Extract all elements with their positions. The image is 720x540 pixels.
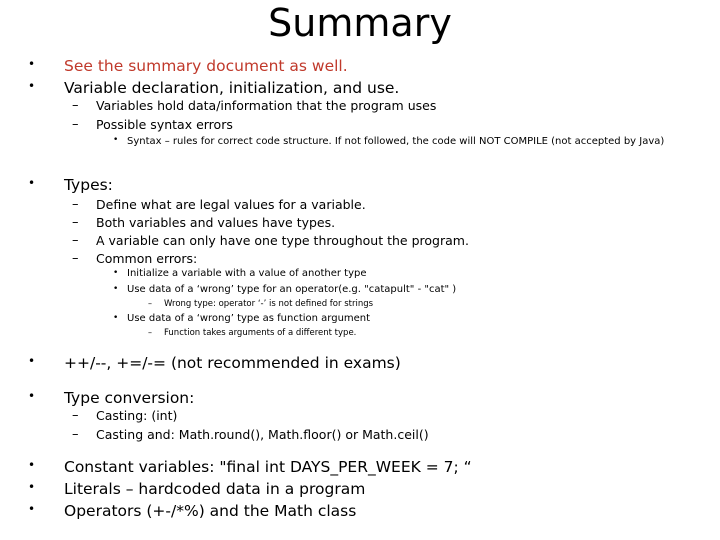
bullet: • bbox=[28, 480, 36, 494]
sub-item-text: Casting: (int) bbox=[96, 408, 178, 423]
sub-item-text: Common errors: bbox=[96, 251, 198, 266]
error-item: Use data of a ‘wrong’ type as function argument bbox=[127, 313, 371, 324]
dash: – bbox=[72, 197, 79, 212]
error-item: Initialize a variable with a value of another type bbox=[127, 268, 367, 279]
type-conversion-heading: Type conversion: bbox=[64, 389, 195, 407]
sub-item-text: Casting and: Math.round(), Math.floor() or Math.ceil() bbox=[96, 427, 429, 442]
constant-variables-item: Constant variables: "final int DAYS_PER_WEEK = 7; “ bbox=[64, 458, 472, 476]
bullet: • bbox=[28, 458, 36, 472]
bullet: • bbox=[28, 57, 36, 71]
bullet: • bbox=[28, 502, 36, 516]
syntax-definition: Syntax – rules for correct code structure. If not followed, the code will NOT COMPILE (not accepted by Java) bbox=[127, 136, 665, 147]
bullet: • bbox=[113, 313, 119, 323]
slide-title: Summary bbox=[268, 1, 452, 45]
dash: – bbox=[72, 215, 79, 230]
sub-item-text: A variable can only have one type throughout the program. bbox=[96, 233, 469, 248]
dash: – bbox=[72, 408, 79, 423]
summary-document-note: See the summary document as well. bbox=[64, 57, 348, 75]
bullet: • bbox=[28, 79, 36, 93]
sub-item-text: Possible syntax errors bbox=[96, 117, 233, 132]
bullet: • bbox=[28, 176, 36, 190]
bullet: • bbox=[113, 268, 119, 278]
error-note: Function takes arguments of a different type. bbox=[164, 328, 357, 338]
dash: – bbox=[72, 98, 79, 113]
sub-item-text: Both variables and values have types. bbox=[96, 215, 336, 230]
bullet: • bbox=[113, 135, 119, 145]
sub-item-text: Variables hold data/information that the program uses bbox=[96, 98, 437, 113]
dash: – bbox=[72, 117, 79, 132]
bullet: • bbox=[28, 354, 36, 368]
bullet: • bbox=[28, 389, 36, 403]
operators-math-item: Operators (+-/*%) and the Math class bbox=[64, 502, 357, 520]
error-item: Use data of a ‘wrong’ type for an operator(e.g. "catapult" - "cat" ) bbox=[127, 284, 457, 295]
operators-note: ++/--, +=/-= (not recommended in exams) bbox=[64, 354, 401, 372]
dash: – bbox=[148, 328, 152, 337]
sub-item-text: Define what are legal values for a variable. bbox=[96, 197, 366, 212]
bullet: • bbox=[113, 284, 119, 294]
dash: – bbox=[72, 427, 79, 442]
dash: – bbox=[72, 233, 79, 248]
variable-usage-item: Variable declaration, initialization, and use. bbox=[64, 79, 400, 97]
literals-item: Literals – hardcoded data in a program bbox=[64, 480, 366, 498]
dash: – bbox=[72, 251, 79, 266]
types-heading: Types: bbox=[64, 176, 113, 194]
dash: – bbox=[148, 299, 152, 308]
error-note: Wrong type: operator ‘-’ is not defined for strings bbox=[164, 299, 374, 309]
